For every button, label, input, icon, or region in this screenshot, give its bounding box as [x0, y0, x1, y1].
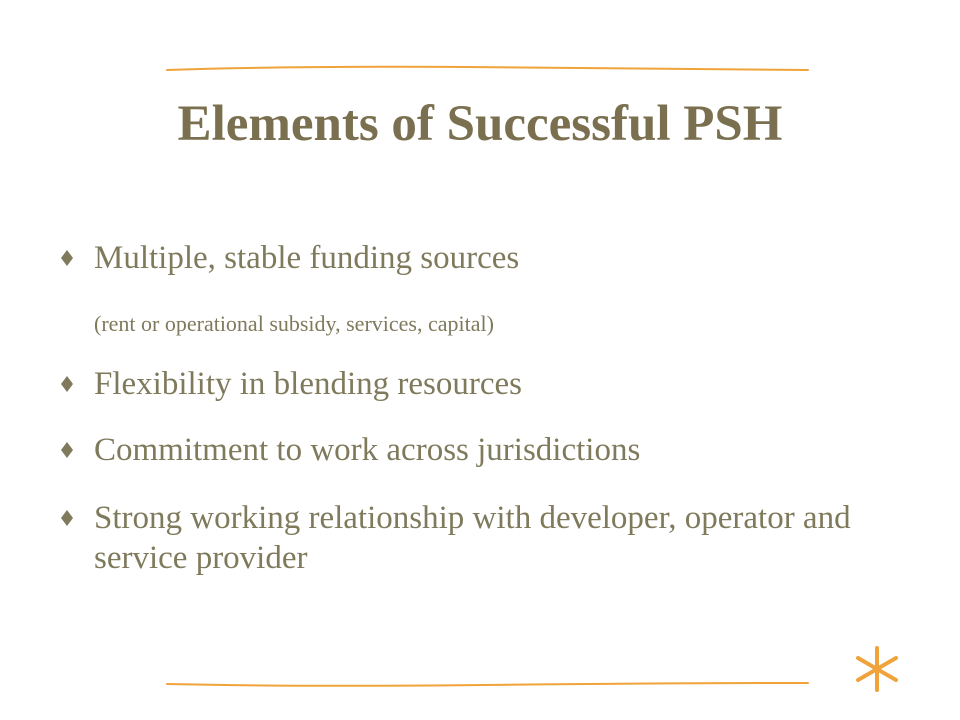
diamond-bullet-icon	[60, 250, 74, 266]
top-divider	[165, 62, 810, 74]
bullet-item	[60, 498, 880, 578]
bullet-item	[60, 238, 880, 278]
diamond-bullet-icon	[60, 442, 74, 458]
slide-title: Elements of Successful PSH	[177, 96, 783, 152]
sub-note: (rent or operational subsidy, services, capital)	[94, 311, 494, 336]
asterisk-icon	[852, 644, 902, 694]
bottom-divider	[165, 678, 810, 690]
diamond-bullet-icon	[60, 510, 74, 526]
bullet-item	[60, 364, 880, 404]
diamond-bullet-icon	[60, 376, 74, 392]
bullet-text: Commitment to work across jurisdictions	[94, 432, 641, 468]
bullet-item	[60, 430, 880, 470]
bullet-text: Multiple, stable funding sources	[94, 240, 520, 276]
bullet-text: Flexibility in blending resources	[94, 366, 523, 402]
bullet-text: Strong working relationship with developer, operator and service provider	[94, 500, 851, 576]
